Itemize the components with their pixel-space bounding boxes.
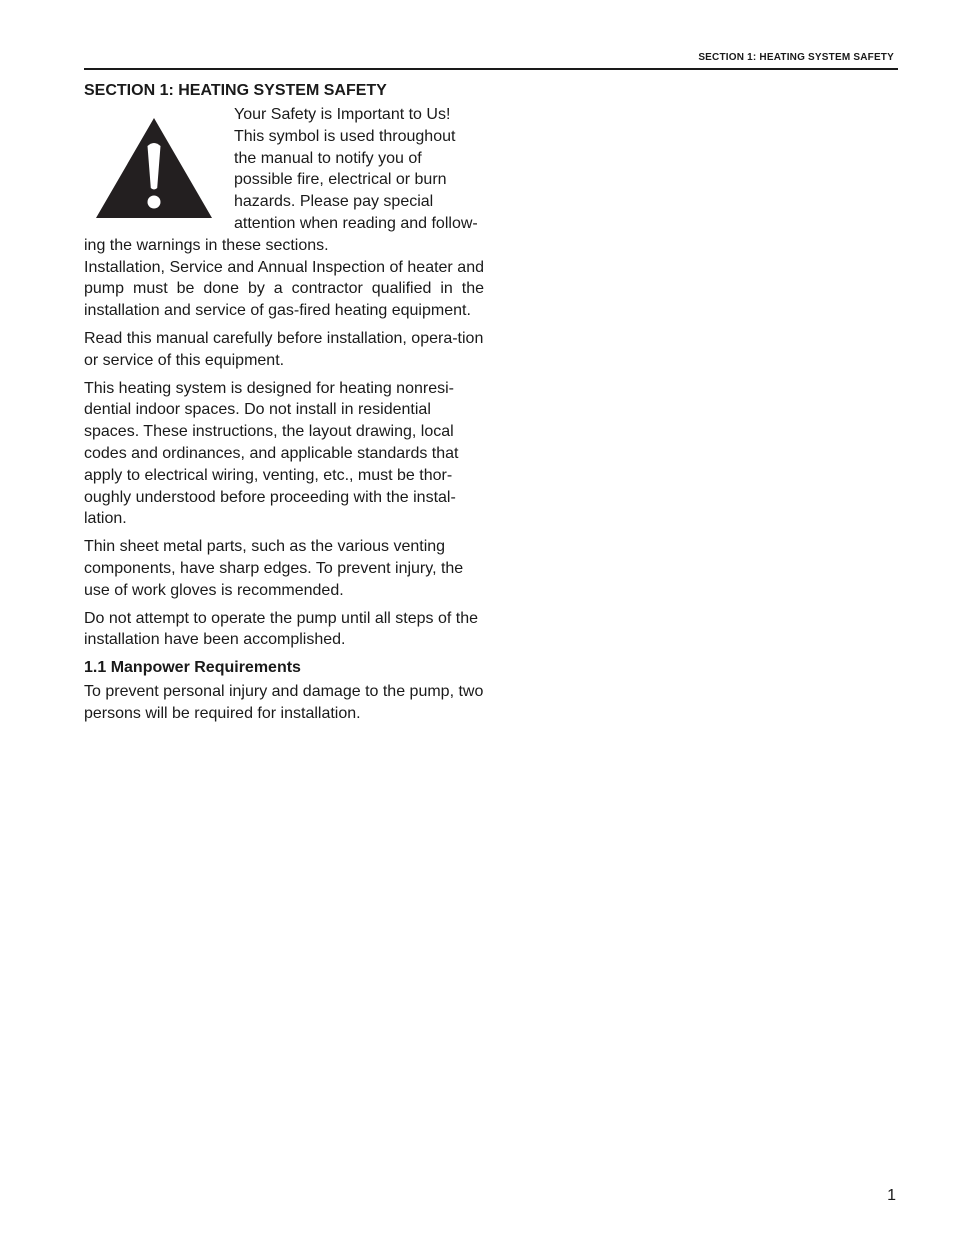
section-title: SECTION 1: HEATING SYSTEM SAFETY [84,82,387,99]
read-manual-paragraph: Read this manual carefully before installation, opera-tion or service of this equipment. [84,329,484,369]
system-design-paragraph: This heating system is designed for heating nonresi-dential indoor spaces. Do not install in residential spaces. These instructions, the layout drawing, local codes and ordinances, and applicable standards that apply to electrical wiring, venting, etc., must be thor-oughly understood before proceeding with the instal-lation. [84,379,459,528]
header-rule [84,68,898,70]
content-column [84,81,484,731]
subsection-title: 1.1 Manpower Requirements [84,659,301,677]
intro-line: This symbol is used throughout [234,127,456,145]
operation-paragraph: Do not attempt to operate the pump until all steps of the installation have been accomplished. [84,609,479,649]
intro-line: attention when reading and follow- [234,214,478,232]
safety-intro [84,104,484,257]
sheet-metal-paragraph: Thin sheet metal parts, such as the various venting components, have sharp edges. To prevent injury, the use of work gloves is recommended. [84,538,464,599]
page-number: 1 [887,1187,896,1204]
intro-line: hazards. Please pay special [234,193,434,211]
intro-line: Your Safety is Important to Us! [234,106,451,123]
manpower-paragraph: To prevent personal injury and damage to the pump, two persons will be required for installation. [84,683,484,722]
warning-triangle-icon [94,116,214,220]
intro-line: ing the warnings in these sections. [84,236,329,254]
running-header: SECTION 1: HEATING SYSTEM SAFETY [698,52,894,63]
intro-line: possible fire, electrical or burn [234,171,447,189]
installation-paragraph: Installation, Service and Annual Inspection of heater and pump must be done by a contractor qualified in the installation and service of gas-fired heating equipment. [84,258,484,320]
intro-line: the manual to notify you of [234,149,422,167]
